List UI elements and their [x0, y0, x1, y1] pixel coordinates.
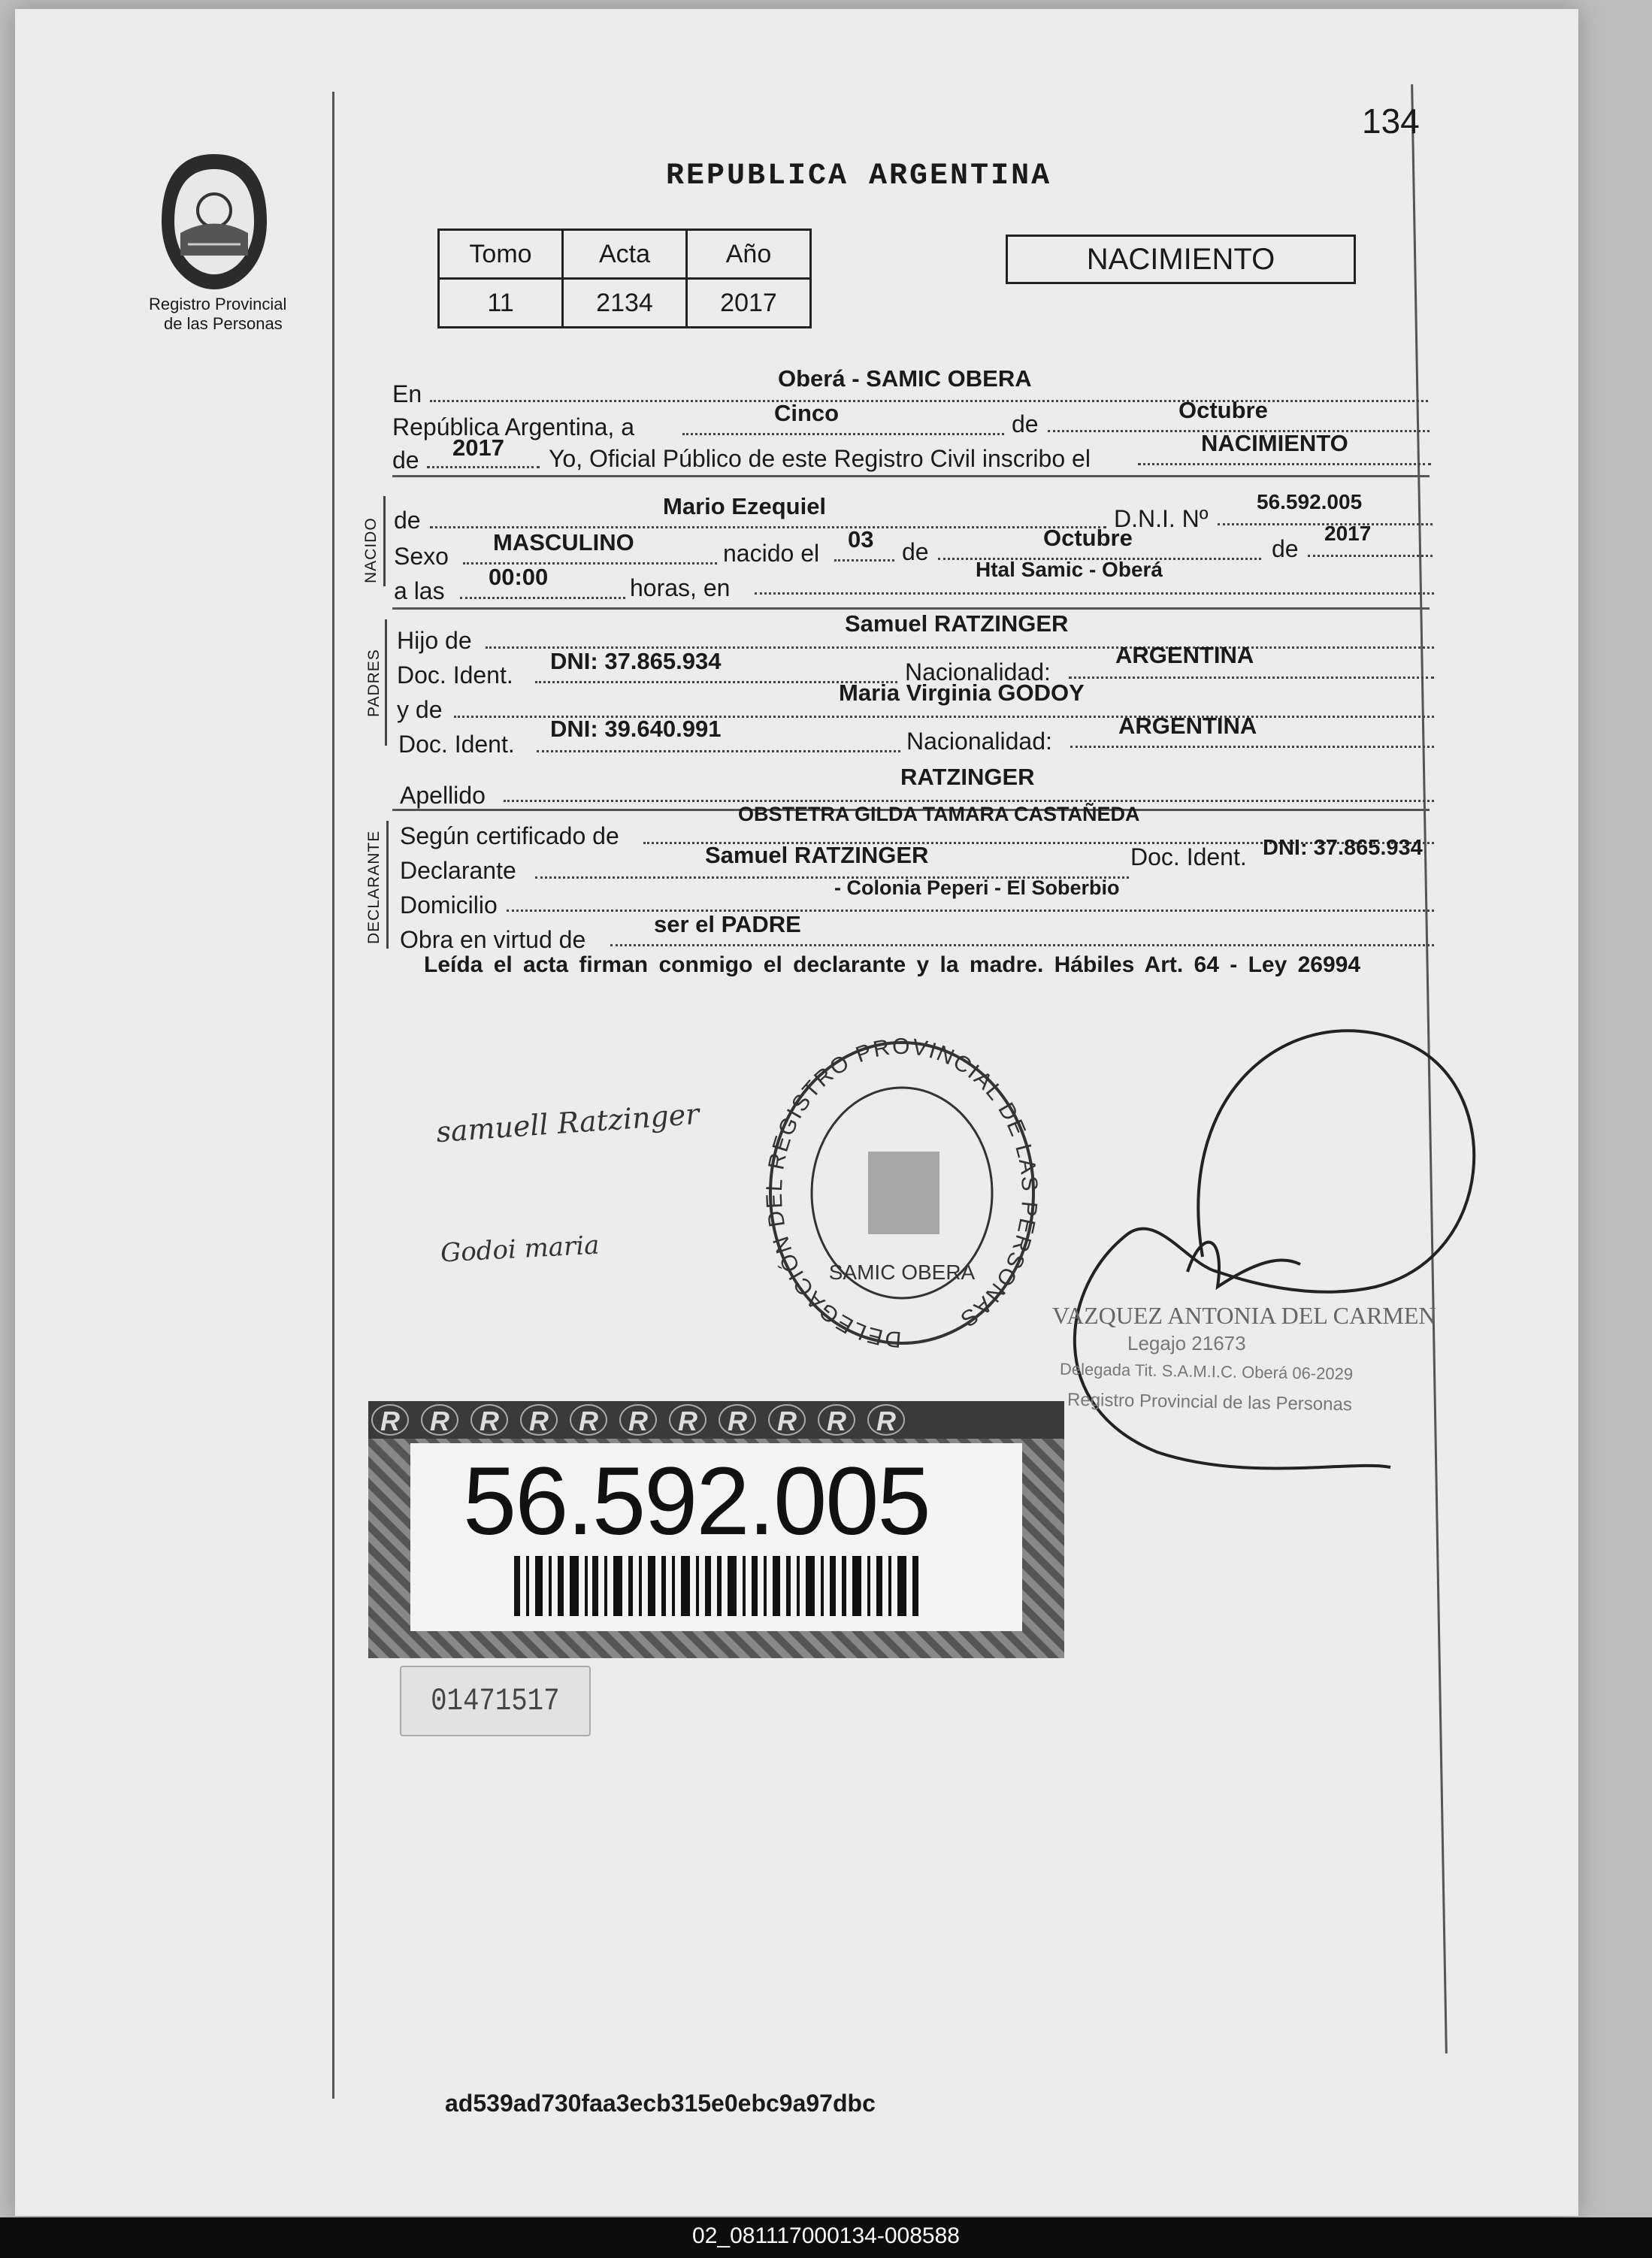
side-label-nacido: NACIDO: [362, 517, 380, 583]
label-doc-ident-padre: Doc. Ident.: [397, 661, 513, 689]
dots-domicilio: [507, 910, 1434, 912]
official-cargo: Delegada Tit. S.A.M.I.C. Oberá 06-2029: [1059, 1359, 1354, 1384]
logo-caption-2: de las Personas: [164, 314, 283, 333]
value-dni: 56.592.005: [1257, 490, 1363, 513]
pattern-r-icon: R: [570, 1404, 607, 1436]
dots-dia: [682, 433, 1004, 435]
footer-id: 02_081117000134-008588: [692, 2223, 960, 2248]
pattern-r-icon: R: [619, 1404, 657, 1436]
label-oficial: Yo, Oficial Público de este Registro Civil inscribo el: [549, 445, 1091, 472]
document-hash: ad539ad730faa3ecb315e0ebc9a97dbc: [445, 2090, 876, 2117]
father-signature: samuell Ratzinger: [434, 1097, 700, 1149]
value-lugar: Oberá - SAMIC OBERA: [778, 365, 1032, 392]
label-a-las: a las: [394, 577, 445, 604]
label-horas-en: horas, en: [630, 574, 731, 601]
value-domicilio: - Colonia Peperi - El Soberbio: [834, 876, 1120, 899]
dots-lugar-nac: [755, 592, 1434, 595]
mother-signature: Godoi maria: [440, 1230, 601, 1269]
value-tipo: NACIMIENTO: [1201, 430, 1348, 456]
label-de-name: de: [394, 507, 421, 534]
label-de2: de: [1272, 535, 1299, 562]
label-segun: Según certificado de: [400, 822, 619, 849]
dots-nombre: [430, 526, 1106, 528]
value-padre-nac: ARGENTINA: [1115, 642, 1254, 668]
value-apellido: RATZINGER: [900, 764, 1035, 790]
pattern-r-icon: R: [421, 1404, 458, 1436]
nacido-bracket: [383, 496, 386, 586]
value-mes-nac: Octubre: [1043, 525, 1133, 551]
label-hijo-de: Hijo de: [397, 627, 472, 654]
padres-bracket: [385, 619, 387, 746]
dots-hora: [460, 597, 625, 599]
pattern-r-icon: R: [520, 1404, 558, 1436]
section-separator-1: [392, 475, 1430, 477]
label-nacionalidad-padre: Nacionalidad:: [905, 658, 1051, 686]
value-anio: 2017: [687, 279, 811, 328]
pattern-r-icon: R: [867, 1404, 905, 1436]
value-obra: ser el PADRE: [654, 911, 801, 937]
pattern-r-icon: R: [768, 1404, 806, 1436]
value-lugar-nac: Htal Samic - Oberá: [976, 558, 1163, 581]
id-label-sticker: [368, 1401, 1064, 1658]
value-declarante-doc: DNI: 37.865.934: [1263, 836, 1423, 860]
value-sexo: MASCULINO: [493, 529, 634, 555]
stamp-inner-text: SAMIC OBERA: [828, 1261, 976, 1284]
header-anio: Año: [687, 230, 811, 279]
pattern-r-icon: R: [818, 1404, 855, 1436]
dots-padre-nac: [1069, 676, 1434, 679]
value-tomo: 11: [439, 279, 563, 328]
stamp-ring-text: DELEGACIÓN DEL REGISTRO PROVINCIAL DE LAS PERSONAS: [761, 1034, 1042, 1352]
side-label-declarante: DECLARANTE: [365, 830, 383, 944]
value-madre: Maria Virginia GODOY: [839, 680, 1085, 706]
official-round-stamp: [759, 1031, 1045, 1362]
value-hora: 00:00: [489, 564, 549, 590]
act-type: NACIMIENTO: [1086, 243, 1275, 276]
pattern-r-icon: R: [371, 1404, 409, 1436]
section-separator-2: [392, 607, 1430, 610]
header-acta: Acta: [563, 230, 687, 279]
pattern-r-icon: R: [470, 1404, 508, 1436]
document-page: [15, 9, 1578, 2216]
pattern-r-icon: R: [669, 1404, 706, 1436]
control-number-sticker: [400, 1666, 591, 1736]
act-type-box: [1006, 235, 1356, 284]
dots-dia-nac: [834, 559, 894, 561]
label-republica: República Argentina, a: [392, 413, 634, 440]
value-dia-letras: Cinco: [774, 400, 840, 426]
control-number: 01471517: [431, 1683, 560, 1719]
dots-en: [430, 400, 1428, 402]
label-en: En: [392, 380, 422, 407]
label-declarante: Declarante: [400, 857, 516, 884]
label-obra: Obra en virtud de: [400, 926, 586, 953]
declarante-bracket: [386, 821, 389, 949]
official-registro: Registro Provincial de las Personas: [1067, 1389, 1353, 1415]
dots-anio: [427, 466, 540, 468]
dots-apellido: [504, 800, 1434, 802]
label-apellido: Apellido: [400, 782, 486, 809]
label-nacido-el: nacido el: [723, 540, 820, 567]
logo-caption-1: Registro Provincial: [149, 295, 287, 313]
dots-tipo: [1138, 463, 1431, 465]
pattern-r-icon: R: [719, 1404, 756, 1436]
misiones-seal-icon: [158, 150, 271, 293]
side-label-padres: PADRES: [365, 649, 383, 717]
label-number: 56.592.005: [463, 1448, 930, 1555]
barcode-icon: [514, 1556, 920, 1616]
label-de-year: de: [392, 446, 419, 474]
value-padre-doc: DNI: 37.865.934: [550, 648, 722, 674]
value-anio-nac: 2017: [1324, 522, 1372, 545]
value-mes: Octubre: [1178, 397, 1268, 423]
label-y-de: y de: [397, 696, 443, 723]
official-name: VAZQUEZ ANTONIA DEL CARMEN: [1052, 1302, 1436, 1329]
left-margin-line: [332, 92, 334, 2099]
page-number: 134: [1362, 101, 1420, 141]
label-sexo: Sexo: [394, 543, 449, 570]
label-de1: de: [902, 538, 929, 565]
footer-bar: [0, 2217, 1652, 2258]
label-nacionalidad-madre: Nacionalidad:: [906, 728, 1052, 755]
value-acta: 2134: [563, 279, 687, 328]
label-pattern-strip: [368, 1401, 1064, 1439]
label-doc-ident-declarante: Doc. Ident.: [1130, 843, 1247, 870]
label-dni-no: D.N.I. Nº: [1114, 505, 1209, 532]
value-anio: 2017: [452, 434, 504, 461]
value-certificado: OBSTETRA GILDA TAMARA CASTAÑEDA: [738, 803, 1140, 825]
label-white-area: [410, 1443, 1022, 1631]
register-table: [437, 229, 812, 328]
value-madre-doc: DNI: 39.640.991: [550, 716, 722, 742]
value-madre-nac: ARGENTINA: [1118, 713, 1257, 739]
value-dia-nac: 03: [848, 526, 874, 552]
label-domicilio: Domicilio: [400, 891, 498, 919]
closing-text: Leída el acta firman conmigo el declarante y la madre. Hábiles Art. 64 - Ley 26994: [424, 952, 1361, 977]
label-de-month: de: [1012, 410, 1039, 437]
stamp-seal-icon: [759, 1031, 1045, 1362]
value-nombre: Mario Ezequiel: [663, 493, 827, 519]
dots-anio-nac: [1308, 555, 1433, 557]
dots-obra: [610, 944, 1434, 946]
value-declarante: Samuel RATZINGER: [705, 842, 929, 868]
label-doc-ident-madre: Doc. Ident.: [398, 731, 515, 758]
dots-madre-doc: [537, 750, 900, 752]
country-heading: REPUBLICA ARGENTINA: [666, 159, 1052, 193]
dots-madre-nac: [1070, 746, 1434, 748]
province-logo: [158, 150, 271, 293]
official-legajo: Legajo 21673: [1127, 1332, 1246, 1354]
header-tomo: Tomo: [439, 230, 563, 279]
value-padre: Samuel RATZINGER: [845, 610, 1069, 637]
